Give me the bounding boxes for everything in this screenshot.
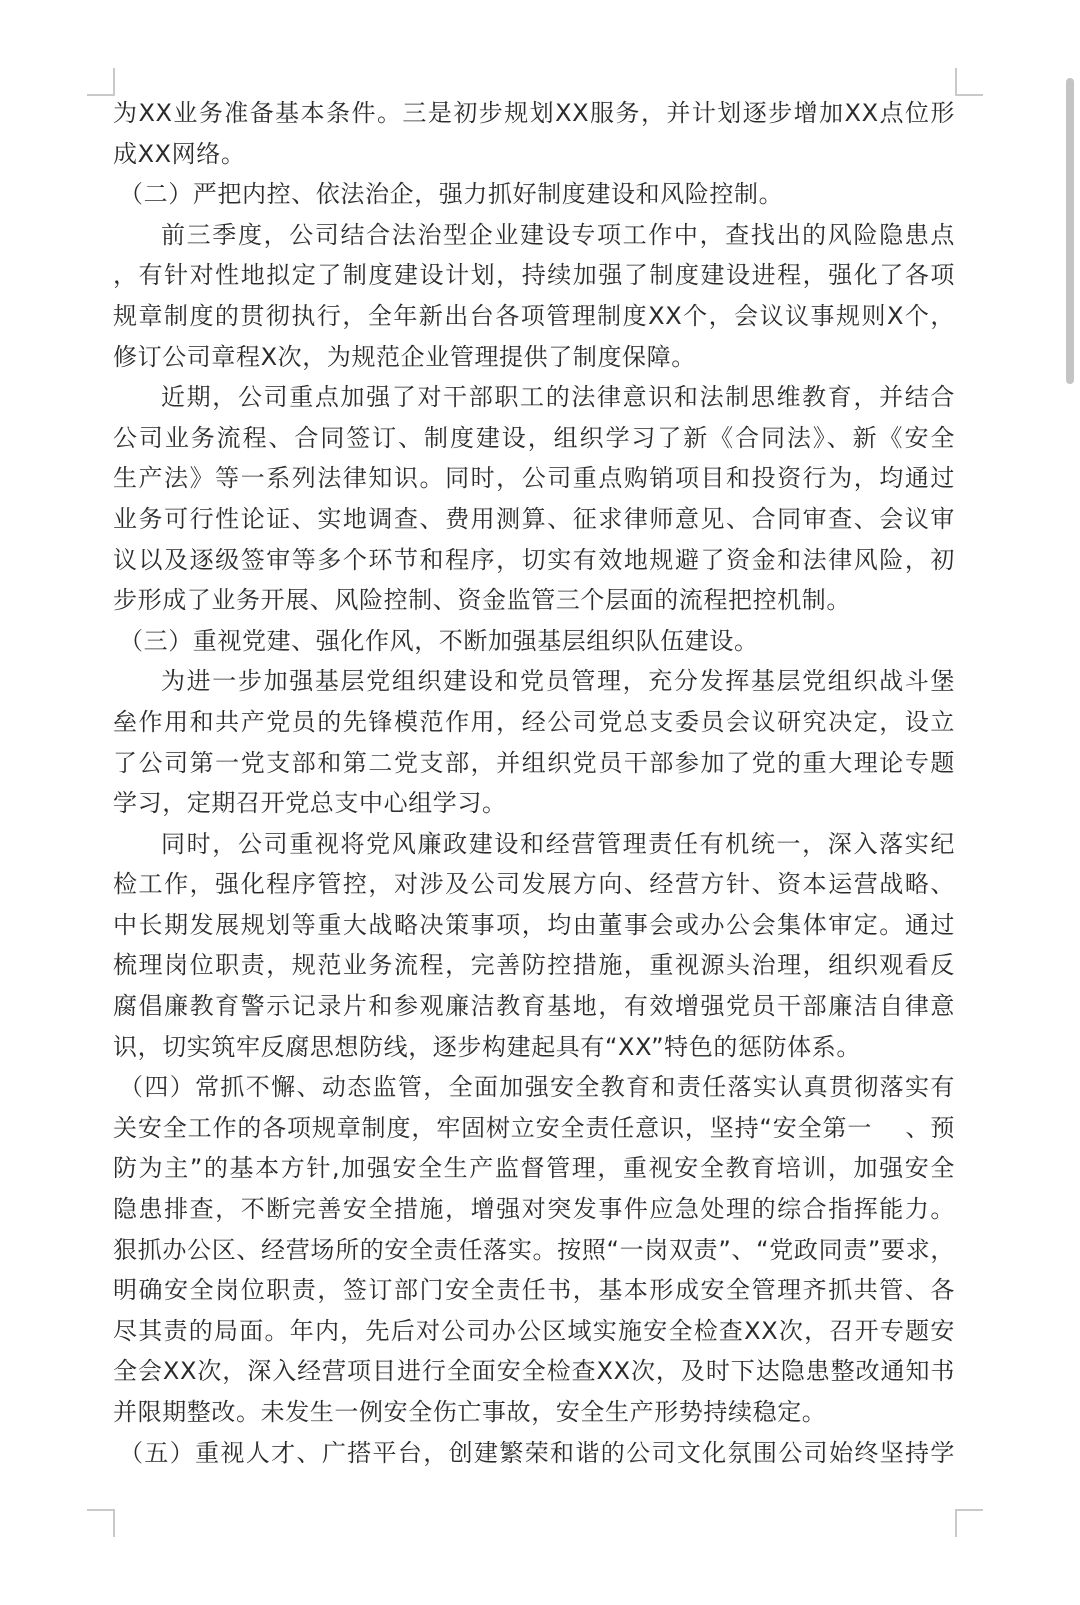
paragraph-line: 并限期整改。未发生一例安全伤亡事故，安全生产形势持续稳定。	[113, 1398, 827, 1426]
paragraph-line: 腐倡廉教育警示记录片和参观廉洁教育基地，有效增强党员干部廉洁自律意	[113, 992, 955, 1021]
bottom-right-margin-mark	[955, 1509, 983, 1537]
paragraph-line: 规章制度的贯彻执行，全年新出台各项管理制度XX个，会议议事规则X个，	[113, 301, 955, 330]
paragraph-line: 中长期发展规划等重大战略决策事项，均由董事会或办公会集体审定。通过	[113, 910, 955, 939]
vertical-scrollbar[interactable]	[1064, 0, 1080, 1605]
paragraph-line: 为XX业务准备基本条件。三是初步规划XX服务，并计划逐步增加XX点位形	[113, 99, 955, 127]
paragraph-line: 议以及逐级签审等多个环节和程序，切实有效地规避了资金和法律风险，初	[113, 545, 955, 574]
paragraph-line: 关安全工作的各项规章制度，牢固树立安全责任意识，坚持“安全第一 、预	[113, 1113, 955, 1142]
paragraph-line: 近期，公司重点加强了对干部职工的法律意识和法制思维教育，并结合	[161, 383, 955, 412]
scrollbar-thumb[interactable]	[1066, 78, 1074, 384]
paragraph-line: 狠抓办公区、经营场所的安全责任落实。按照“一岗双责”、“党政同责”要求，	[113, 1235, 955, 1264]
paragraph-line: 为进一步加强基层党组织建设和党员管理，充分发挥基层党组织战斗堡	[161, 667, 955, 696]
paragraph-line: 隐患排查，不断完善安全措施，增强对突发事件应急处理的综合指挥能力。	[113, 1195, 955, 1224]
paragraph-line: 步形成了业务开展、风险控制、资金监管三个层面的流程把控机制。	[113, 586, 851, 615]
paragraph-line: 明确安全岗位职责，签订部门安全责任书，基本形成安全管理齐抓共管、各	[113, 1276, 955, 1305]
paragraph-line: 梳理岗位职责，规范业务流程，完善防控措施，重视源头治理，组织观看反	[113, 951, 955, 980]
paragraph-line: 了公司第一党支部和第二党支部，并组织党员干部参加了党的重大理论专题	[113, 748, 955, 777]
paragraph-line: 公司业务流程、合同签订、制度建设，组织学习了新《合同法》、新《安全	[113, 423, 955, 452]
paragraph-line: ，有针对性地拟定了制度建设计划，持续加强了制度建设进程，强化了各项	[113, 261, 955, 290]
top-right-margin-mark	[955, 68, 983, 96]
paragraph-line: 学习，定期召开党总支中心组学习。	[113, 789, 507, 818]
bottom-left-margin-mark	[87, 1509, 115, 1537]
paragraph-line: 防为主”的基本方针,加强安全生产监督管理，重视安全教育培训，加强安全	[113, 1154, 955, 1183]
section-heading-line: （三）重视党建、强化作风，不断加强基层组织队伍建设。	[119, 626, 759, 655]
paragraph-line: 前三季度，公司结合法治型企业建设专项工作中，查找出的风险隐患点	[161, 220, 955, 249]
paragraph-line: 修订公司章程X次，为规范企业管理提供了制度保障。	[113, 342, 696, 371]
paragraph-line: 成XX网络。	[113, 139, 246, 168]
section-heading-line: （二）严把内控、依法治企，强力抓好制度建设和风险控制。	[119, 180, 784, 209]
document-body[interactable]	[113, 93, 955, 1473]
paragraph-line: 业务可行性论证、实地调查、费用测算、征求律师意见、合同审查、会议审	[113, 504, 955, 533]
paragraph-line: 尽其责的局面。年内，先后对公司办公区域实施安全检查XX次，召开专题安	[113, 1316, 955, 1345]
section-heading-line: （四）常抓不懈、动态监管，全面加强安全教育和责任落实认真贯彻落实有	[119, 1073, 955, 1102]
paragraph-line: 垒作用和共产党员的先锋模范作用，经公司党总支委员会议研究决定，设立	[113, 707, 955, 736]
paragraph-line: 识，切实筑牢反腐思想防线，逐步构建起具有“XX”特色的惩防体系。	[113, 1032, 861, 1061]
section-heading-line: （五）重视人才、广搭平台，创建繁荣和谐的公司文化氛围公司始终坚持学	[119, 1438, 955, 1467]
paragraph-line: 全会XX次，深入经营项目进行全面安全检查XX次，及时下达隐患整改通知书	[113, 1357, 955, 1386]
top-left-margin-mark	[87, 68, 115, 96]
paragraph-line: 检工作，强化程序管控，对涉及公司发展方向、经营方针、资本运营战略、	[113, 870, 955, 899]
paragraph-line: 同时，公司重视将党风廉政建设和经营管理责任有机统一，深入落实纪	[161, 829, 955, 858]
paragraph-line: 生产法》等一系列法律知识。同时，公司重点购销项目和投资行为，均通过	[113, 464, 955, 493]
